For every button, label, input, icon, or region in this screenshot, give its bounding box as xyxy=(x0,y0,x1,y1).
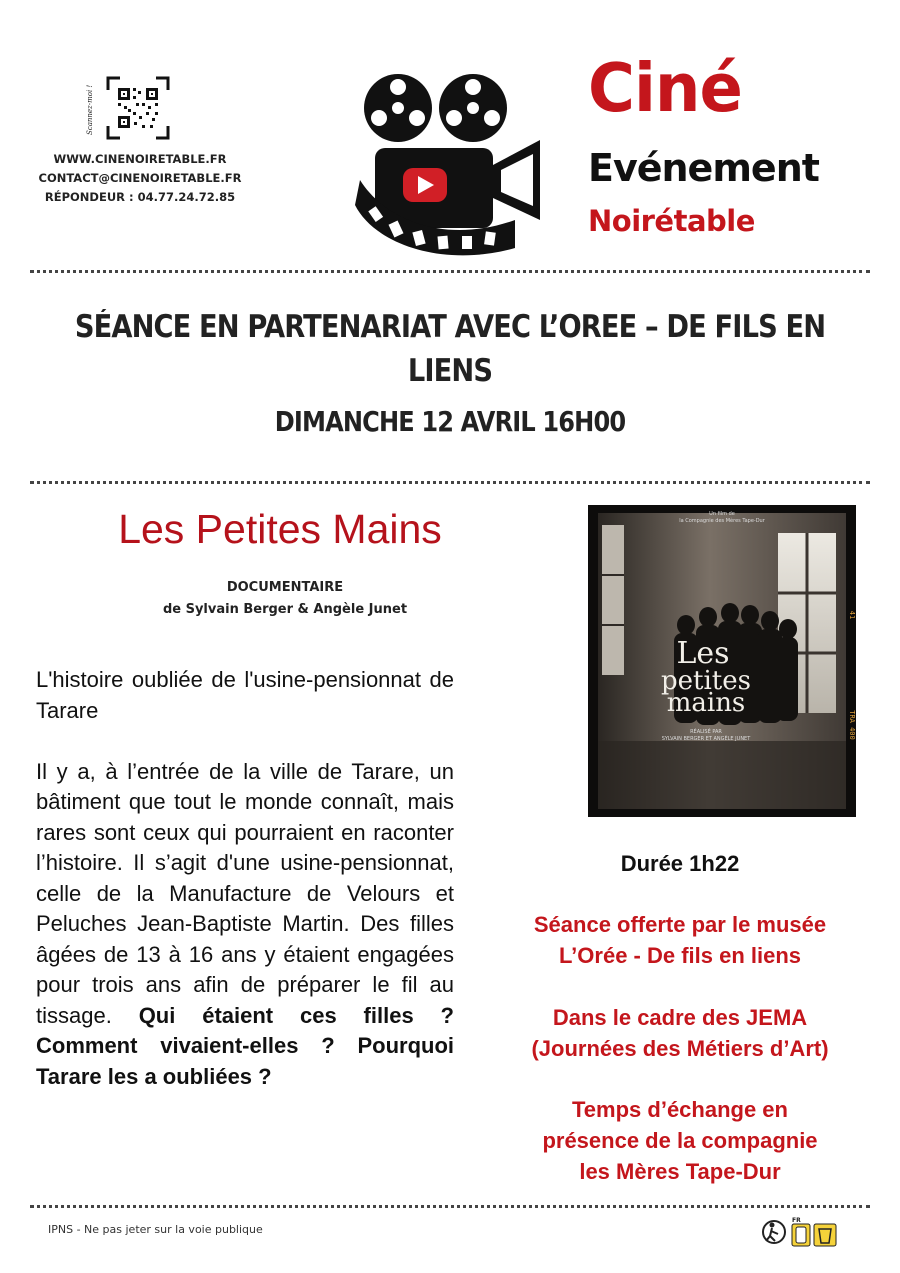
poster-title-line2: petites xyxy=(661,666,751,696)
tidy-man-icon xyxy=(763,1221,785,1243)
dotted-divider xyxy=(30,481,870,484)
recycling-icons xyxy=(760,1214,850,1250)
partnership-headline: SÉANCE EN PARTENARIAT AVEC L’OREE – DE FILS EN LIENS xyxy=(74,309,826,389)
film-title: Les Petites Mains xyxy=(118,506,442,552)
film-duration: Durée 1h22 xyxy=(620,851,740,876)
poster-title-line1: Les xyxy=(676,636,730,671)
brand-evenement: Evénement xyxy=(588,146,819,190)
exchange-line3: les Mères Tape-Dur xyxy=(579,1159,781,1184)
poster-title-line3: mains xyxy=(666,688,746,718)
website-link[interactable]: WWW.CINENOIRETABLE.FR xyxy=(53,152,227,166)
qr-code-icon[interactable] xyxy=(106,76,170,140)
offered-line2: L’Orée - De fils en liens xyxy=(558,943,802,968)
contact-info xyxy=(20,150,260,207)
film-projector-logo-icon xyxy=(355,70,550,260)
film-directors: de Sylvain Berger & Angèle Junet xyxy=(162,602,408,617)
jema-line2: (Journées des Métiers d’Art) xyxy=(531,1036,829,1061)
film-genre: DOCUMENTAIRE xyxy=(226,580,344,595)
poster-film-code: TRA 400 xyxy=(848,710,856,740)
poster-frame-number: 41 xyxy=(848,610,856,620)
exchange-block xyxy=(490,1094,870,1187)
poster-top-line2: la Compagnie des Mères Tape-Dur xyxy=(679,518,765,524)
film-credits xyxy=(30,577,540,621)
qr-caption: Scannez-moi ! xyxy=(86,84,94,136)
email-link[interactable]: CONTACT@CINENOIRETABLE.FR xyxy=(38,171,242,185)
recycle-badge: FR xyxy=(792,1217,801,1224)
footer-notice: IPNS - Ne pas jeter sur la voie publique xyxy=(48,1223,263,1236)
poster-top-line1: Un film de xyxy=(709,511,735,517)
film-poster xyxy=(588,505,856,817)
synopsis-body xyxy=(36,757,454,1093)
poster-credit-line2: SYLVAIN BERGER ET ANGÈLE JUNET xyxy=(661,736,751,742)
exchange-line1: Temps d’échange en xyxy=(572,1097,788,1122)
jema-block xyxy=(490,1002,870,1064)
dotted-divider xyxy=(30,1205,870,1208)
phone-number: RÉPONDEUR : 04.77.24.72.85 xyxy=(44,190,236,204)
offered-by-block xyxy=(490,909,870,971)
exchange-line2: présence de la compagnie xyxy=(542,1128,818,1153)
poster-credit-line1: RÉALISÉ PAR xyxy=(690,729,722,735)
dotted-divider xyxy=(30,270,870,273)
event-date: DIMANCHE 12 AVRIL 16H00 xyxy=(274,405,626,438)
film-synopsis xyxy=(36,665,454,1123)
synopsis-text: Il y a, à l’entrée de la ville de Tarare, un bâtiment que tout le monde connaît, mais rares sont ceux qui pourraient en raconter l’histoire. Il s’agit d'une usine-pensionnat, celle de la Manufacture de Velours et Peluches Jean-Baptiste Martin. Des filles âgées de 13 à 16 ans y étaient engagées pour trois ans afin de préparer le fil au tissage. xyxy=(36,758,454,1028)
jema-line1: Dans le cadre des JEMA xyxy=(552,1005,808,1030)
brand-cine: Ciné xyxy=(588,50,742,128)
synopsis-tagline: L'histoire oubliée de l'usine-pensionnat de Tarare xyxy=(36,667,454,723)
brand-city: Noirétable xyxy=(588,204,755,238)
synopsis-questions: Qui étaient ces filles ? Comment vivaient-elles ? Pourquoi Tarare les a oubliées ? xyxy=(36,1002,454,1089)
triman-recycling-icon xyxy=(792,1217,836,1246)
brand-wordmark xyxy=(588,50,848,238)
qr-code-block xyxy=(86,74,176,144)
offered-line1: Séance offerte par le musée xyxy=(533,912,827,937)
